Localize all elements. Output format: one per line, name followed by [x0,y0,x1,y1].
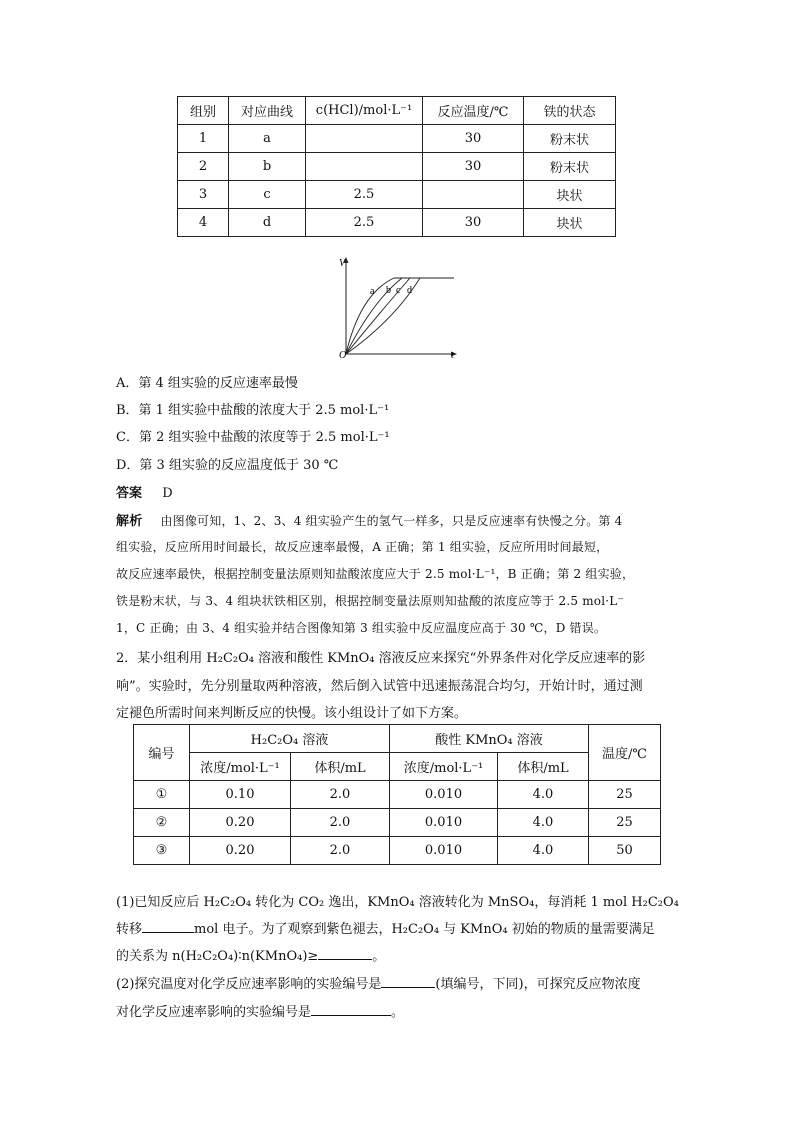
answer-label: 答案 [116,486,143,501]
curve-label-c: c [396,285,401,296]
curve-label-d: d [407,285,412,296]
q2-sub1-line-2 [116,918,655,937]
cell: 50 [589,837,661,865]
sub2-text-c: 对化学反应速率影响的实验编号是 [116,1005,312,1020]
q2-sub2-line-1 [116,973,641,992]
cell: ① [134,781,190,809]
cell: 粉末状 [524,125,616,153]
option-d: D．第 3 组实验的反应温度低于 30 ℃ [116,458,339,473]
explanation-label: 解析 [116,514,143,529]
cell: c [229,181,306,209]
cell: 2.0 [291,781,390,809]
answer-blank-electrons[interactable] [142,920,194,933]
th-group: 组别 [178,97,229,125]
th-curve: 对应曲线 [229,97,306,125]
answer-blank-ratio[interactable] [318,947,372,960]
th-vol-1: 体积/mL [291,753,390,781]
cell: 4 [178,209,229,237]
th-h2c2o4: H₂C₂O₄ 溶液 [190,725,390,753]
cell [306,153,423,181]
th-conc-1: 浓度/mol·L⁻¹ [190,753,291,781]
th-conc-2: 浓度/mol·L⁻¹ [390,753,498,781]
th-iron-state: 铁的状态 [524,97,616,125]
table-row [178,181,616,209]
option-b: B．第 1 组实验中盐酸的浓度大于 2.5 mol·L⁻¹ [116,403,390,418]
explanation-line-5: 1，C 正确；由 3、4 组实验并结合图像知第 3 组实验中反应温度应高于 30 ℃，D 错误。 [116,621,607,635]
volume-time-graph [330,254,464,362]
th-kmno4: 酸性 KMnO₄ 溶液 [390,725,589,753]
cell: d [229,209,306,237]
curve-label-b: b [386,285,391,296]
cell: 0.010 [390,837,498,865]
cell: b [229,153,306,181]
cell: 25 [589,781,661,809]
answer-blank-temperature[interactable] [381,975,435,988]
q2-intro-line-1: 2．某小组利用 H₂C₂O₄ 溶液和酸性 KMnO₄ 溶液反应来探究“外界条件对化学反应速率的影 [116,651,646,666]
cell: ② [134,809,190,837]
option-a: A．第 4 组实验的反应速率最慢 [116,376,298,391]
cell: 4.0 [498,837,589,865]
cell: 块状 [524,181,616,209]
explanation-line-2: 组实验，反应所用时间最长，故反应速率最慢，A 正确；第 1 组实验，反应所用时间最短， [116,540,609,554]
explanation-line-4: 铁是粉末状，与 3、4 组块状铁相区别，根据控制变量法原则知盐酸的浓度应等于 2.5 mol·L⁻ [116,594,624,608]
sub2-text-a: (2)探究温度对化学反应速率影响的实验编号是 [116,977,382,992]
sub1-text-c: 的关系为 n(H₂C₂O₄)∶n(KMnO₄)≥ [116,949,319,964]
th-temperature: 温度/℃ [589,725,661,781]
explanation-text: 由图像可知，1、2、3、4 组实验产生的氢气一样多，只是反应速率有快慢之分。第 4 [160,514,623,528]
cell: ③ [134,837,190,865]
cell: 2.5 [306,181,423,209]
answer-value: D [162,486,173,501]
cell: 0.010 [390,809,498,837]
origin-label: O [339,350,347,361]
q2-intro-line-2: 响”。实验时，先分别量取两种溶液，然后倒入试管中迅速振荡混合均匀，开始计时，通过测 [116,679,643,694]
th-temp: 反应温度/℃ [423,97,524,125]
table-row [178,125,616,153]
sub1-text-d: 。 [372,949,386,964]
q2-intro-line-3: 定褪色所需时间来判断反应的快慢。该小组设计了如下方案。 [116,706,468,721]
explanation-line-1 [116,510,622,529]
x-axis-label: t [451,350,454,361]
cell: 2.5 [306,209,423,237]
cell: 4.0 [498,809,589,837]
cell: 25 [589,809,661,837]
cell: 0.010 [390,781,498,809]
table-row [178,153,616,181]
sub2-text-d: 。 [391,1005,405,1020]
cell: 2.0 [291,809,390,837]
table-iron-conditions [177,96,616,237]
cell: 0.20 [190,837,291,865]
table-experiment-plan [133,724,661,865]
curve-label-a: a [370,286,375,297]
sub1-text-a: 转移 [116,922,143,937]
cell: 2 [178,153,229,181]
option-c: C．第 2 组实验中盐酸的浓度等于 2.5 mol·L⁻¹ [116,430,390,445]
cell: 0.20 [190,809,291,837]
cell: 块状 [524,209,616,237]
table-row [178,209,616,237]
cell: 粉末状 [524,153,616,181]
table-header-row [178,97,616,125]
cell: 30 [423,125,524,153]
table-subheader-row [134,753,661,781]
cell: 3 [178,181,229,209]
q2-sub2-line-2 [116,1001,404,1020]
q2-sub1-line-3 [116,945,385,964]
table-header-row [134,725,661,753]
cell [423,181,524,209]
cell: 30 [423,153,524,181]
cell: 0.10 [190,781,291,809]
cell: a [229,125,306,153]
th-hcl-conc: c(HCl)/mol·L⁻¹ [306,97,423,125]
table-row [134,781,661,809]
cell: 2.0 [291,837,390,865]
explanation-line-3: 故反应速率最快，根据控制变量法原则知盐酸浓度应大于 2.5 mol·L⁻¹，B 正确；第 2 组实验， [116,567,635,581]
table-row [134,837,661,865]
table-row [134,809,661,837]
q2-sub1-line-1: (1)已知反应后 H₂C₂O₄ 转化为 CO₂ 逸出，KMnO₄ 溶液转化为 MnSO₄，每消耗 1 mol H₂C₂O₄ [116,895,679,910]
sub2-text-b: (填编号，下同)，可探究反应物浓度 [435,977,641,992]
cell: 30 [423,209,524,237]
cell [306,125,423,153]
cell: 4.0 [498,781,589,809]
answer-line [116,482,173,501]
answer-blank-concentration[interactable] [311,1003,391,1016]
cell: 1 [178,125,229,153]
y-axis-label: V [339,258,346,269]
th-vol-2: 体积/mL [498,753,589,781]
sub1-text-b: mol 电子。为了观察到紫色褪去，H₂C₂O₄ 与 KMnO₄ 初始的物质的量需要满足 [194,922,655,937]
th-number: 编号 [134,725,190,781]
